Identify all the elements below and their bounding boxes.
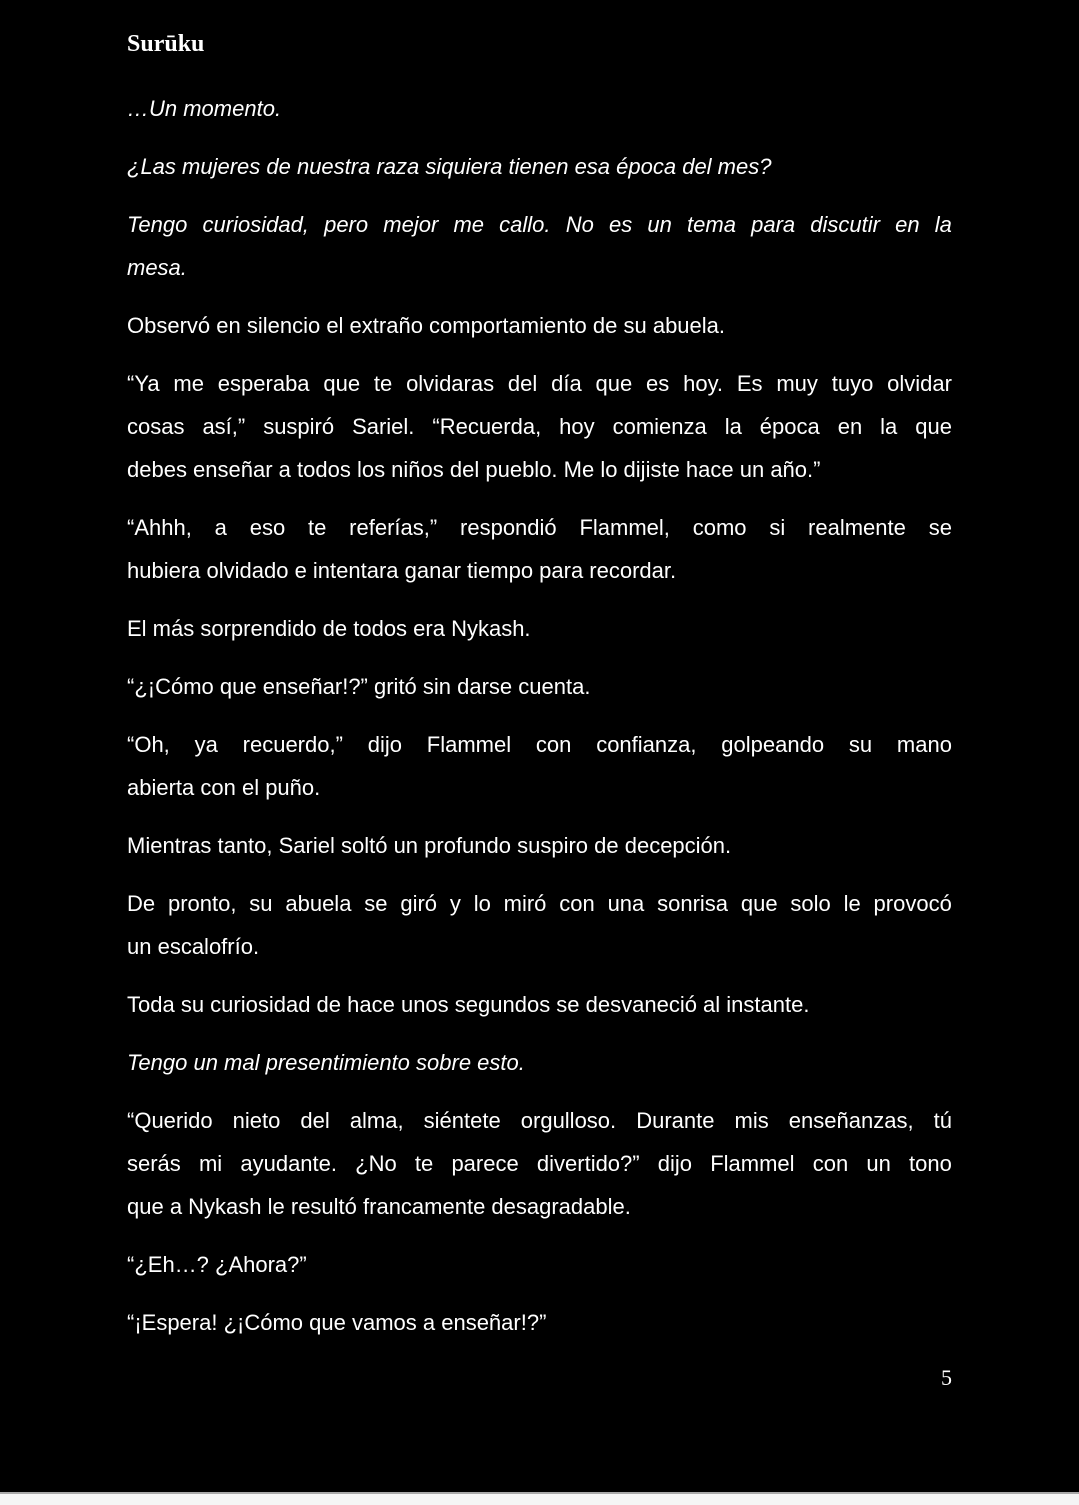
paragraph [127, 1099, 952, 1228]
text-line: Tengo curiosidad, pero mejor me callo. No es un tema para discutir en la [127, 212, 952, 237]
paragraph [127, 506, 952, 592]
text-line: El más sorprendido de todos era Nykash. [127, 616, 531, 641]
text-line: serás mi ayudante. ¿No te parece divertido?” dijo Flammel con un tono [127, 1151, 952, 1176]
paragraph [127, 1041, 952, 1084]
paragraph [127, 304, 952, 347]
paragraph [127, 362, 952, 491]
text-line: un escalofrío. [127, 934, 260, 959]
paragraph [127, 665, 952, 708]
text-line: “¿¡Cómo que enseñar!?” gritó sin darse cuenta. [127, 674, 591, 699]
text-line: cosas así,” suspiró Sariel. “Recuerda, hoy comienza la época en la que [127, 414, 952, 439]
paragraph [127, 1301, 952, 1344]
text-line: hubiera olvidado e intentara ganar tiempo para recordar. [127, 558, 677, 583]
text-line: Mientras tanto, Sariel soltó un profundo suspiro de decepción. [127, 833, 732, 858]
paragraph [127, 1243, 952, 1286]
text-line: mesa. [127, 255, 187, 280]
page-body [127, 87, 952, 1344]
page-title: Surūku [127, 31, 205, 57]
paragraph [127, 607, 952, 650]
text-line: …Un momento. [127, 96, 282, 121]
paragraph [127, 983, 952, 1026]
paragraph [127, 87, 952, 130]
text-line: abierta con el puño. [127, 775, 321, 800]
page-bottom-edge [0, 1492, 1079, 1505]
text-line: Tengo un mal presentimiento sobre esto. [127, 1050, 525, 1075]
text-line: “¿Eh…? ¿Ahora?” [127, 1252, 307, 1277]
paragraph [127, 824, 952, 867]
text-line: Observó en silencio el extraño comportamiento de su abuela. [127, 313, 726, 338]
paragraph [127, 145, 952, 188]
text-line: Toda su curiosidad de hace unos segundos se desvaneció al instante. [127, 992, 810, 1017]
paragraph [127, 203, 952, 289]
text-line: “¡Espera! ¿¡Cómo que vamos a enseñar!?” [127, 1310, 547, 1335]
text-line: “Oh, ya recuerdo,” dijo Flammel con confianza, golpeando su mano [127, 732, 952, 757]
page-number: 5 [941, 1365, 952, 1390]
text-line: ¿Las mujeres de nuestra raza siquiera tienen esa época del mes? [127, 154, 772, 179]
text-line: “Ahhh, a eso te referías,” respondió Flammel, como si realmente se [127, 515, 952, 540]
text-line: debes enseñar a todos los niños del pueblo. Me lo dijiste hace un año.” [127, 457, 821, 482]
text-line: “Ya me esperaba que te olvidaras del día que es hoy. Es muy tuyo olvidar [127, 371, 952, 396]
paragraph [127, 723, 952, 809]
text-line: que a Nykash le resultó francamente desagradable. [127, 1194, 631, 1219]
text-line: “Querido nieto del alma, siéntete orgulloso. Durante mis enseñanzas, tú [127, 1108, 952, 1133]
text-line: De pronto, su abuela se giró y lo miró con una sonrisa que solo le provocó [127, 891, 952, 916]
paragraph [127, 882, 952, 968]
